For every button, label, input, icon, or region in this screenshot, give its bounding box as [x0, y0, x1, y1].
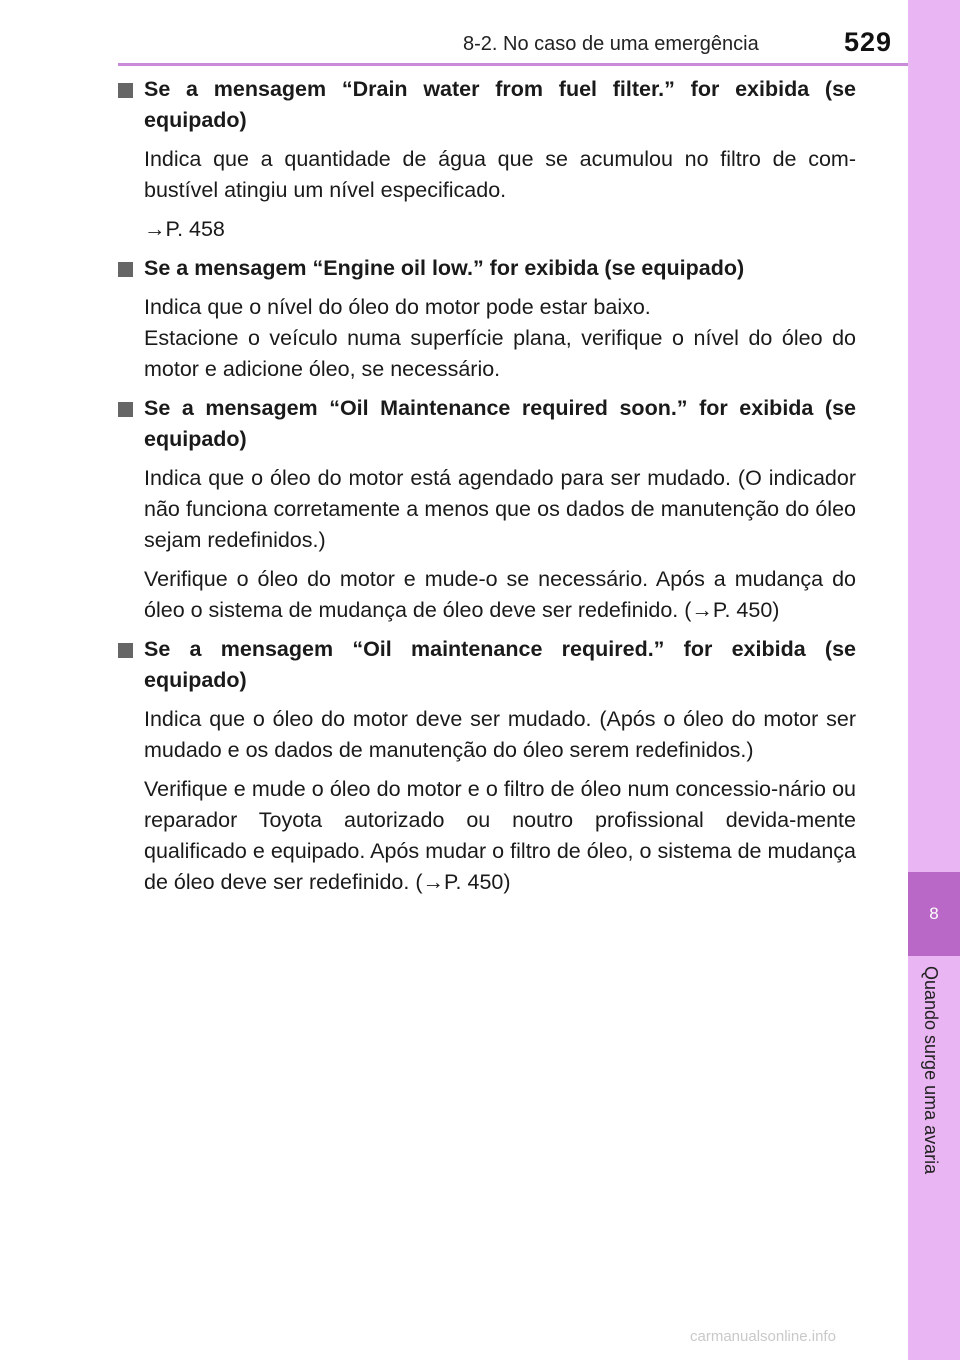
item-body: Verifique e mude o óleo do motor e o filtro de óleo num concessio-nário ou reparador Toyota autorizado ou noutro profissional devida-mente qualificado e equipado. Após mudar o filtro de óleo, o sistema de mudança de óleo deve ser redefinido. (→P. 450) — [144, 777, 856, 894]
content — [116, 74, 856, 906]
page-number: 529 — [844, 27, 893, 57]
square-bullet-icon — [118, 643, 133, 658]
item-oil-maintenance-required — [116, 634, 856, 898]
heading-text: Se a mensagem “Oil Maintenance required soon.” for exibida (se equipado) — [144, 396, 856, 451]
item-engine-oil-low — [116, 253, 856, 385]
item-body: Indica que o óleo do motor deve ser mudado. (Após o óleo do motor ser mudado e os dados de manutenção do óleo serem redefinidos.) — [144, 707, 856, 762]
footer-watermark: carmanualsonline.info — [690, 1328, 836, 1345]
chapter-number: 8 — [929, 904, 939, 923]
square-bullet-icon — [118, 402, 133, 417]
chapter-title: Quando surge uma avaria — [921, 966, 941, 1175]
heading-text: Se a mensagem “Engine oil low.” for exibida (se equipado) — [144, 256, 745, 280]
heading-text: Se a mensagem “Drain water from fuel filter.” for exibida (se equipado) — [144, 77, 856, 132]
item-body: Estacione o veículo numa superfície plana, verifique o nível do óleo do motor e adicione óleo, se necessário. — [144, 326, 856, 381]
item-heading — [116, 393, 856, 455]
heading-text: Se a mensagem “Oil maintenance required.” for exibida (se equipado) — [144, 637, 856, 692]
item-drain-water — [116, 74, 856, 245]
header-section-label: 8-2. No caso de uma emergência — [463, 33, 759, 55]
item-heading — [116, 253, 856, 284]
chapter-tab — [908, 872, 960, 956]
item-body: Verifique o óleo do motor e mude-o se necessário. Após a mudança do óleo o sistema de mudança de óleo deve ser redefinido. (→P. 450) — [144, 567, 856, 622]
page-reference: →P. 458 — [144, 217, 225, 241]
square-bullet-icon — [118, 83, 133, 98]
item-body: Indica que a quantidade de água que se acumulou no filtro de com-bustível atingiu um nível especificado. — [144, 147, 856, 202]
item-heading — [116, 74, 856, 136]
item-oil-maintenance-soon — [116, 393, 856, 626]
square-bullet-icon — [118, 262, 133, 277]
item-body: Indica que o óleo do motor está agendado para ser mudado. (O indicador não funciona corretamente a menos que os dados de manutenção do óleo sejam redefinidos.) — [144, 466, 856, 552]
item-heading — [116, 634, 856, 696]
header-rule — [118, 63, 908, 66]
item-body: Indica que o nível do óleo do motor pode estar baixo. — [144, 295, 651, 319]
